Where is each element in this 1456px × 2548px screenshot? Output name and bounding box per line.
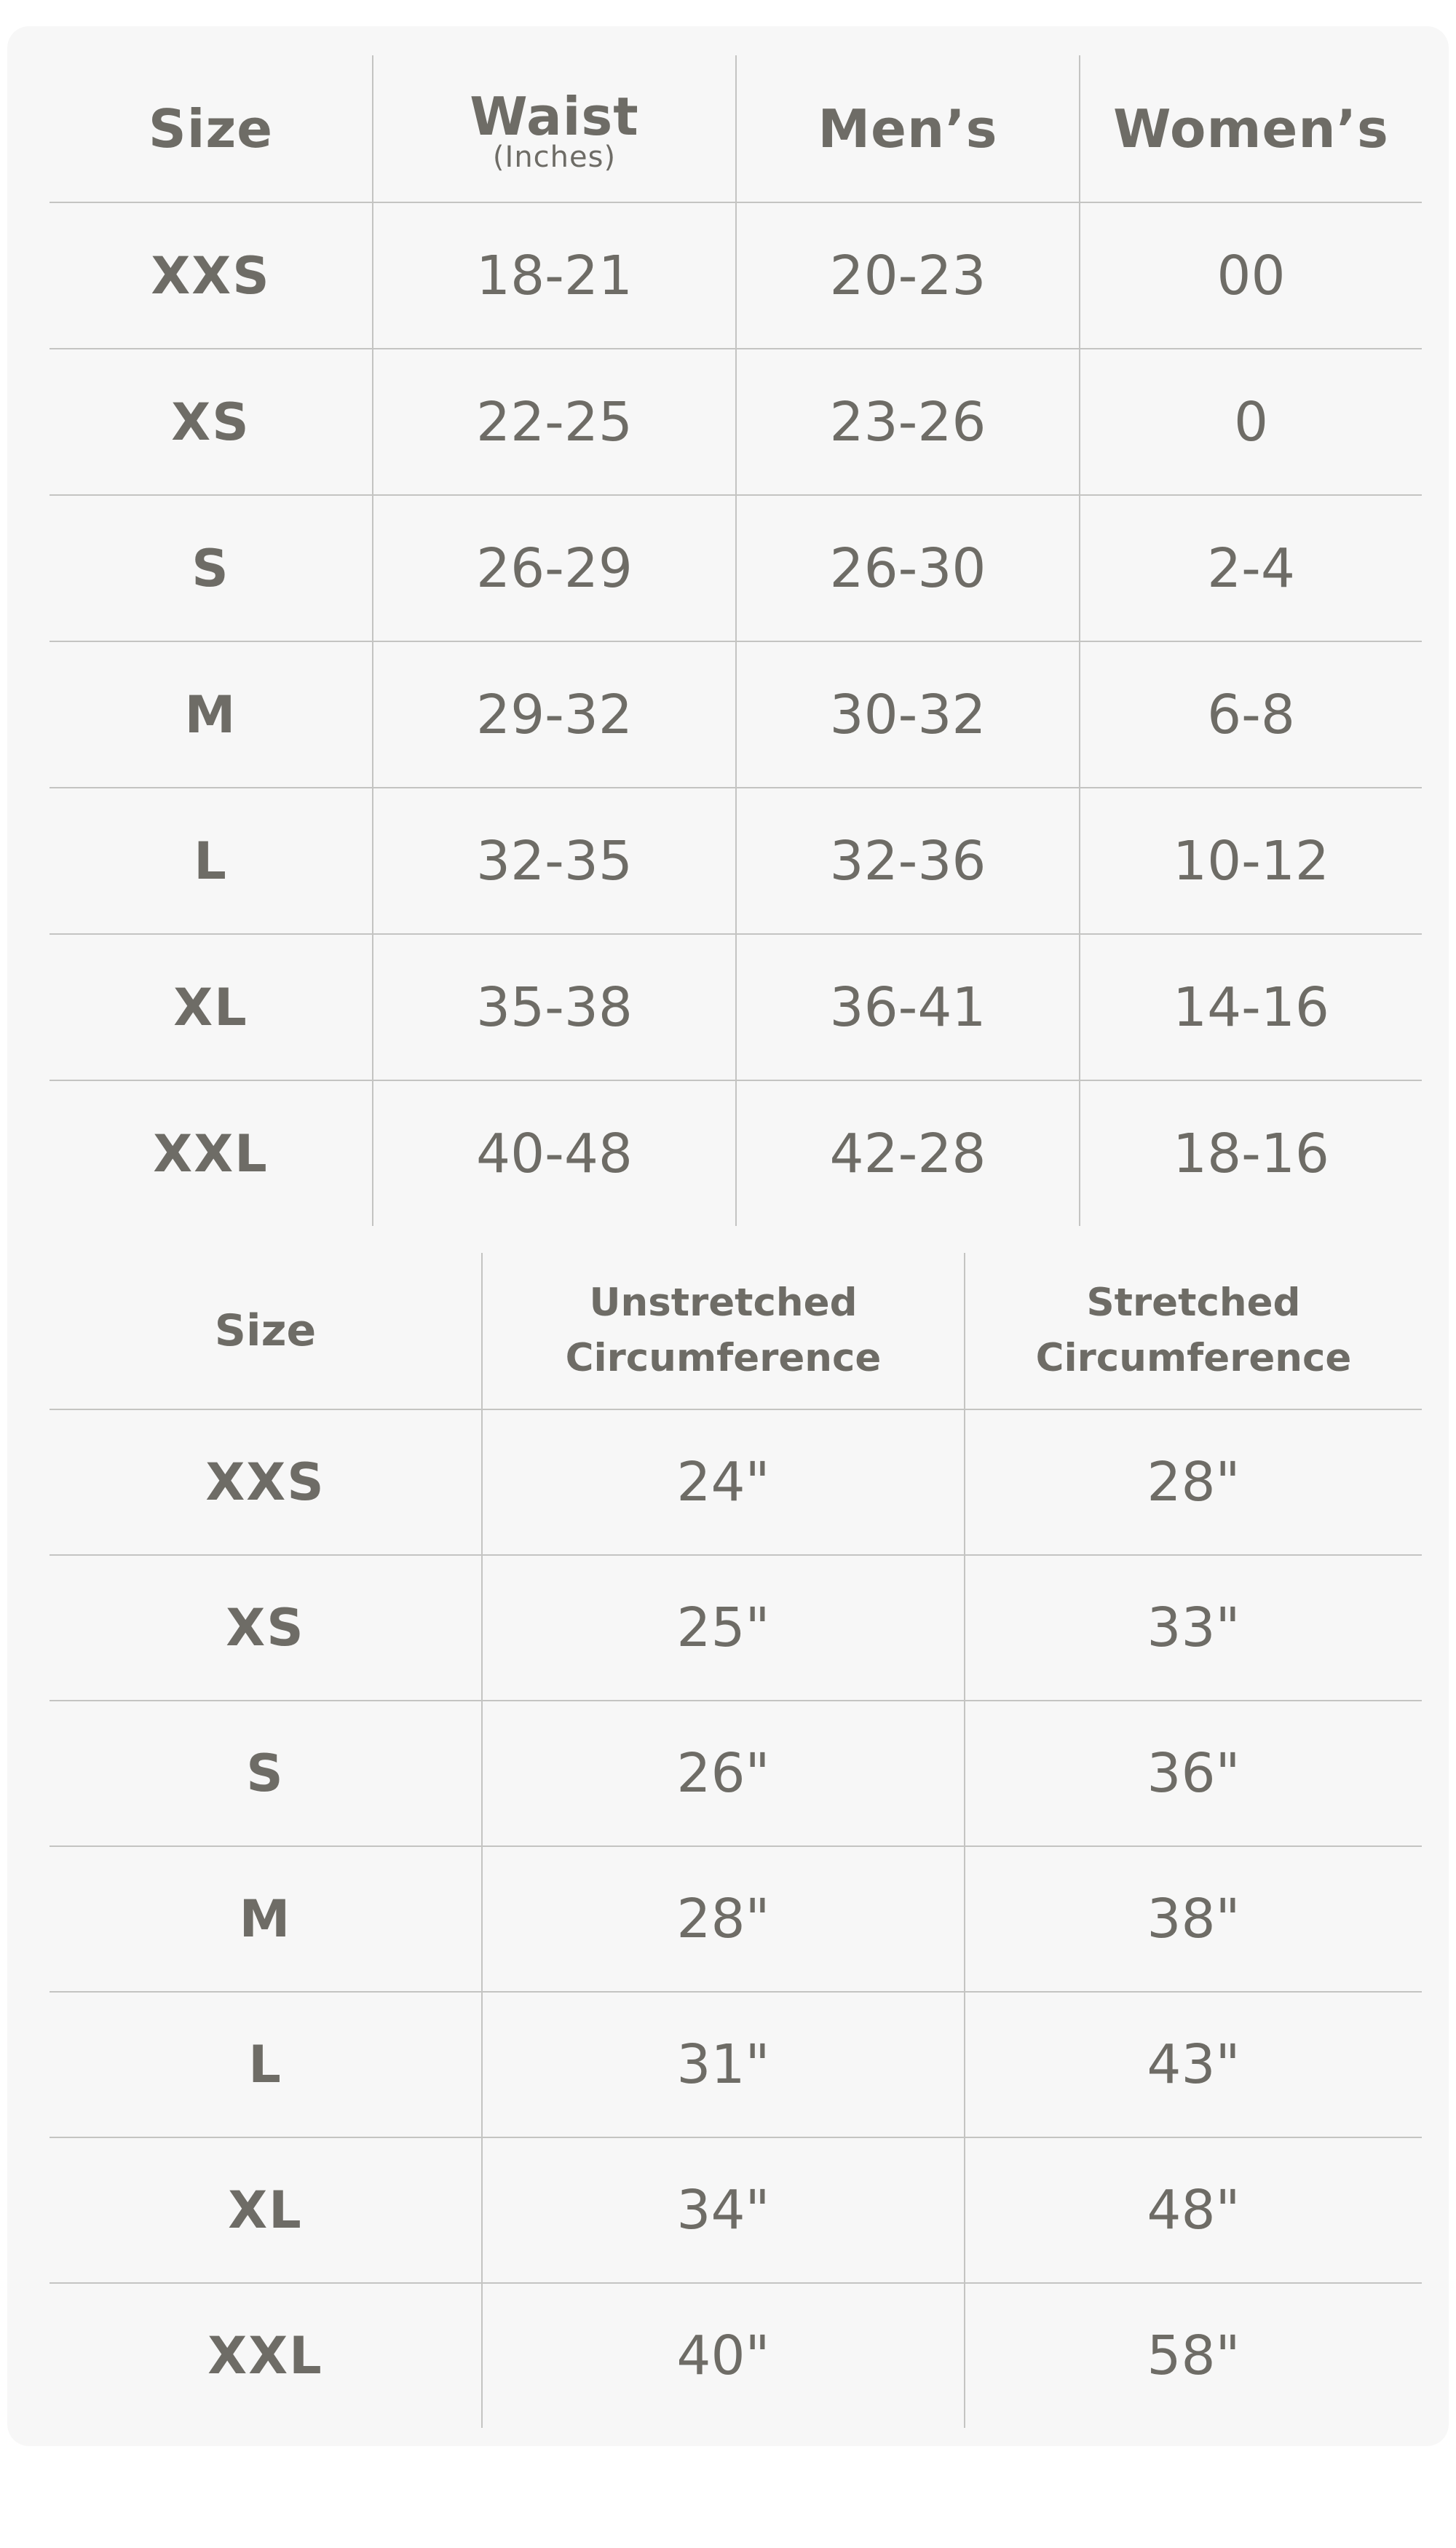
womens-cell: 0 [1080,349,1422,495]
table-row [50,934,1422,1080]
mens-cell: 23-26 [736,349,1080,495]
size-cell: XS [50,349,373,495]
size-cell: L [50,788,373,934]
waist-unit-label: (Inches) [492,140,617,174]
table-row [50,495,1422,641]
size-chart-card [7,26,1449,2446]
stretched-cell: 58" [965,2283,1422,2428]
size-cell: M [50,1846,482,1992]
womens-cell: 14-16 [1080,934,1422,1080]
size-cell: XL [50,2137,482,2283]
womens-cell: 10-12 [1080,788,1422,934]
waist-header-label: Waist [470,85,639,147]
table-header-row [50,1253,1422,1409]
waist-size-table [50,55,1422,1226]
stretched-cell: 48" [965,2137,1422,2283]
table-row [50,1080,1422,1226]
stretched-column-header [965,1253,1422,1409]
table-row [50,1846,1422,1992]
table-row [50,1555,1422,1701]
womens-cell: 00 [1080,202,1422,349]
womens-cell: 18-16 [1080,1080,1422,1226]
size-cell: XXL [50,1080,373,1226]
waist-cell: 22-25 [373,349,736,495]
stretched-cell: 36" [965,1701,1422,1846]
table-row [50,788,1422,934]
circumference-table [50,1253,1422,2428]
size-column-header: Size [214,1305,317,1356]
womens-cell: 2-4 [1080,495,1422,641]
waist-cell: 26-29 [373,495,736,641]
table-header-row [50,55,1422,202]
stretched-cell: 38" [965,1846,1422,1992]
waist-cell: 32-35 [373,788,736,934]
unstretched-cell: 40" [482,2283,965,2428]
mens-column-header: Men’s [736,55,1080,202]
unstretched-column-header [482,1253,965,1409]
unstretched-cell: 24" [482,1409,965,1555]
unstretched-cell: 26" [482,1701,965,1846]
size-cell: XXS [50,1409,482,1555]
mens-cell: 32-36 [736,788,1080,934]
unstretched-header-line2: Circumference [565,1336,882,1380]
mens-cell: 36-41 [736,934,1080,1080]
table-row [50,1701,1422,1846]
mens-cell: 42-28 [736,1080,1080,1226]
womens-column-header: Women’s [1080,55,1422,202]
table-row [50,1409,1422,1555]
waist-column-header [373,55,736,202]
stretched-cell: 43" [965,1992,1422,2137]
waist-cell: 18-21 [373,202,736,349]
stretched-cell: 28" [965,1409,1422,1555]
mens-cell: 20-23 [736,202,1080,349]
size-cell: S [50,1701,482,1846]
size-cell: L [50,1992,482,2137]
waist-cell: 29-32 [373,641,736,788]
stretched-cell: 33" [965,1555,1422,1701]
size-column-header: Size [148,98,274,159]
waist-cell: 35-38 [373,934,736,1080]
womens-cell: 6-8 [1080,641,1422,788]
stretched-header-line1: Stretched [1086,1281,1301,1325]
waist-cell: 40-48 [373,1080,736,1226]
size-cell: XS [50,1555,482,1701]
table-row [50,349,1422,495]
unstretched-cell: 34" [482,2137,965,2283]
table-row [50,2137,1422,2283]
size-cell: XL [50,934,373,1080]
unstretched-cell: 31" [482,1992,965,2137]
table-row [50,641,1422,788]
size-cell: S [50,495,373,641]
table-row [50,1992,1422,2137]
unstretched-header-line1: Unstretched [589,1281,858,1325]
unstretched-cell: 25" [482,1555,965,1701]
size-cell: XXS [50,202,373,349]
size-cell: M [50,641,373,788]
unstretched-cell: 28" [482,1846,965,1992]
mens-cell: 30-32 [736,641,1080,788]
table-row [50,2283,1422,2428]
table-row [50,202,1422,349]
size-cell: XXL [50,2283,482,2428]
mens-cell: 26-30 [736,495,1080,641]
stretched-header-line2: Circumference [1035,1336,1352,1380]
